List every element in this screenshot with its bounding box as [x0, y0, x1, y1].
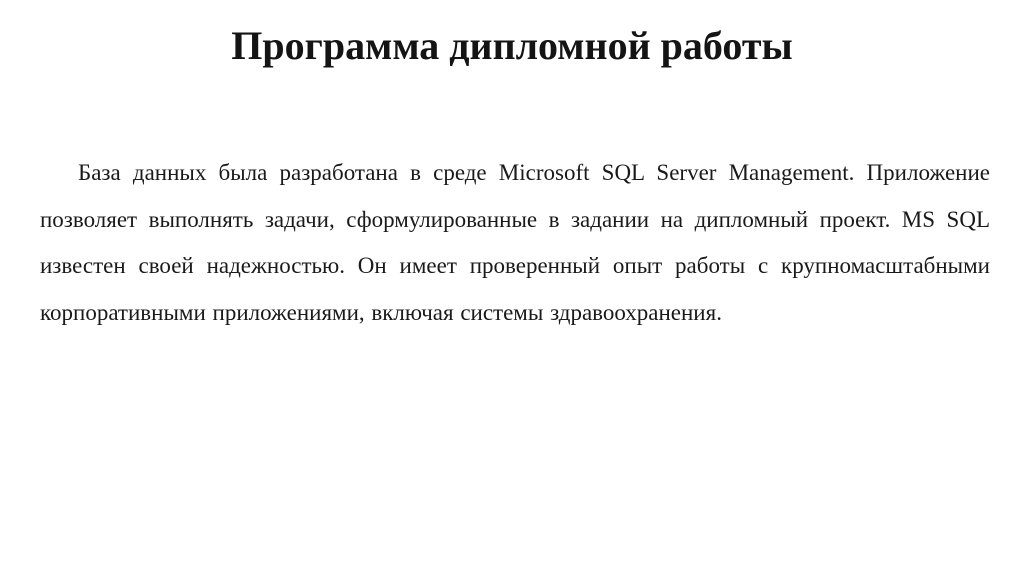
slide-title: Программа дипломной работы [231, 23, 793, 68]
slide-body-paragraph: База данных была разработана в среде Microsoft SQL Server Management. Приложение позволяет выполнять задачи, сформулированные в задании на дипломный проект. MS SQL известен своей надежностью. Он имеет проверенный опыт работы с крупномасштабными корпоративными приложениями, включая системы здравоохранения. [40, 160, 990, 325]
